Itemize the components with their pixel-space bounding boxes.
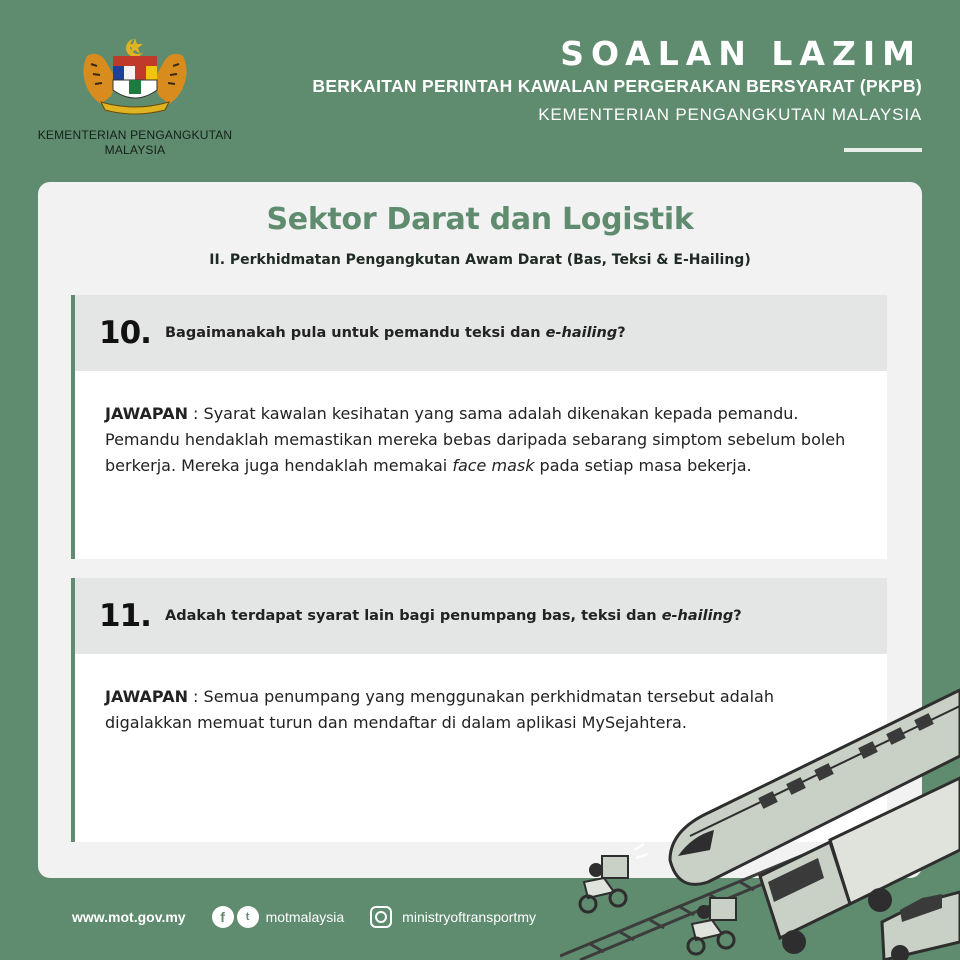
ministry-name-line1: KEMENTERIAN PENGANGKUTAN [37,128,233,142]
answer-separator: : [187,404,204,423]
facebook-icon[interactable]: f [212,906,234,928]
page-subtitle: BERKAITAN PERINTAH KAWALAN PERGERAKAN BERSYARAT (PKPB) [312,76,922,96]
faq-number: 11. [99,598,151,634]
faq-question-suffix: ? [733,608,742,624]
faq-question-text [165,325,626,341]
title-divider [844,148,922,152]
faq-question-text [165,608,742,624]
answer-text-part2: pada setiap masa bekerja. [534,456,752,475]
section-title: Sektor Darat dan Logistik [266,202,694,237]
car-icon [882,892,960,960]
faq-item-10 [71,295,887,559]
section-subtitle: II. Perkhidmatan Pengangkutan Awam Darat (Bas, Teksi & E-Hailing) [209,252,751,268]
instagram-icon[interactable] [370,906,392,928]
faq-question [71,578,887,654]
organization-name: KEMENTERIAN PENGANGKUTAN MALAYSIA [538,105,922,124]
faq-question-prefix: Adakah terdapat syarat lain bagi penumpang bas, teksi dan [165,608,662,624]
answer-label: JAWAPAN [105,687,188,706]
delivery-rider-icon [688,898,736,954]
answer-text-part1: Semua penumpang yang menggunakan perkhidmatan tersebut adalah digalakkan memuat turun dan mendaftar di dalam aplikasi MySejahtera. [105,687,774,732]
header-titles [312,36,922,125]
answer-text-italic: face mask [452,456,535,475]
answer-label: JAWAPAN [105,404,188,423]
twitter-icon[interactable]: t [237,906,259,928]
ministry-logo-block [28,36,242,158]
faq-question [71,295,887,371]
faq-answer [71,371,887,559]
ministry-name [28,128,242,158]
answer-separator: : [187,687,204,706]
faq-question-italic: e-hailing [545,325,618,341]
faq-question-italic: e-hailing [661,608,734,624]
coat-of-arms-icon [79,36,191,120]
website-link[interactable]: www.mot.gov.my [72,909,186,925]
transport-vehicles-illustration [560,660,960,960]
page-title: SOALAN LAZIM [560,34,922,73]
facebook-twitter-handle[interactable]: motmalaysia [265,909,345,925]
faq-question-suffix: ? [617,325,626,341]
faq-question-prefix: Bagaimanakah pula untuk pemandu teksi dan [165,325,546,341]
answer-text-part1: Syarat kawalan kesihatan yang sama adalah dikenakan kepada pemandu. Pemandu hendaklah memastikan mereka bebas daripada sebarang simptom sebelum boleh berkerja. Mereka juga hendaklah memakai [105,404,846,475]
faq-number: 10. [99,315,151,351]
instagram-handle[interactable]: ministryoftransportmy [402,909,536,925]
ministry-name-line2: MALAYSIA [104,143,166,157]
footer [72,904,562,930]
delivery-rider-icon [580,844,648,912]
